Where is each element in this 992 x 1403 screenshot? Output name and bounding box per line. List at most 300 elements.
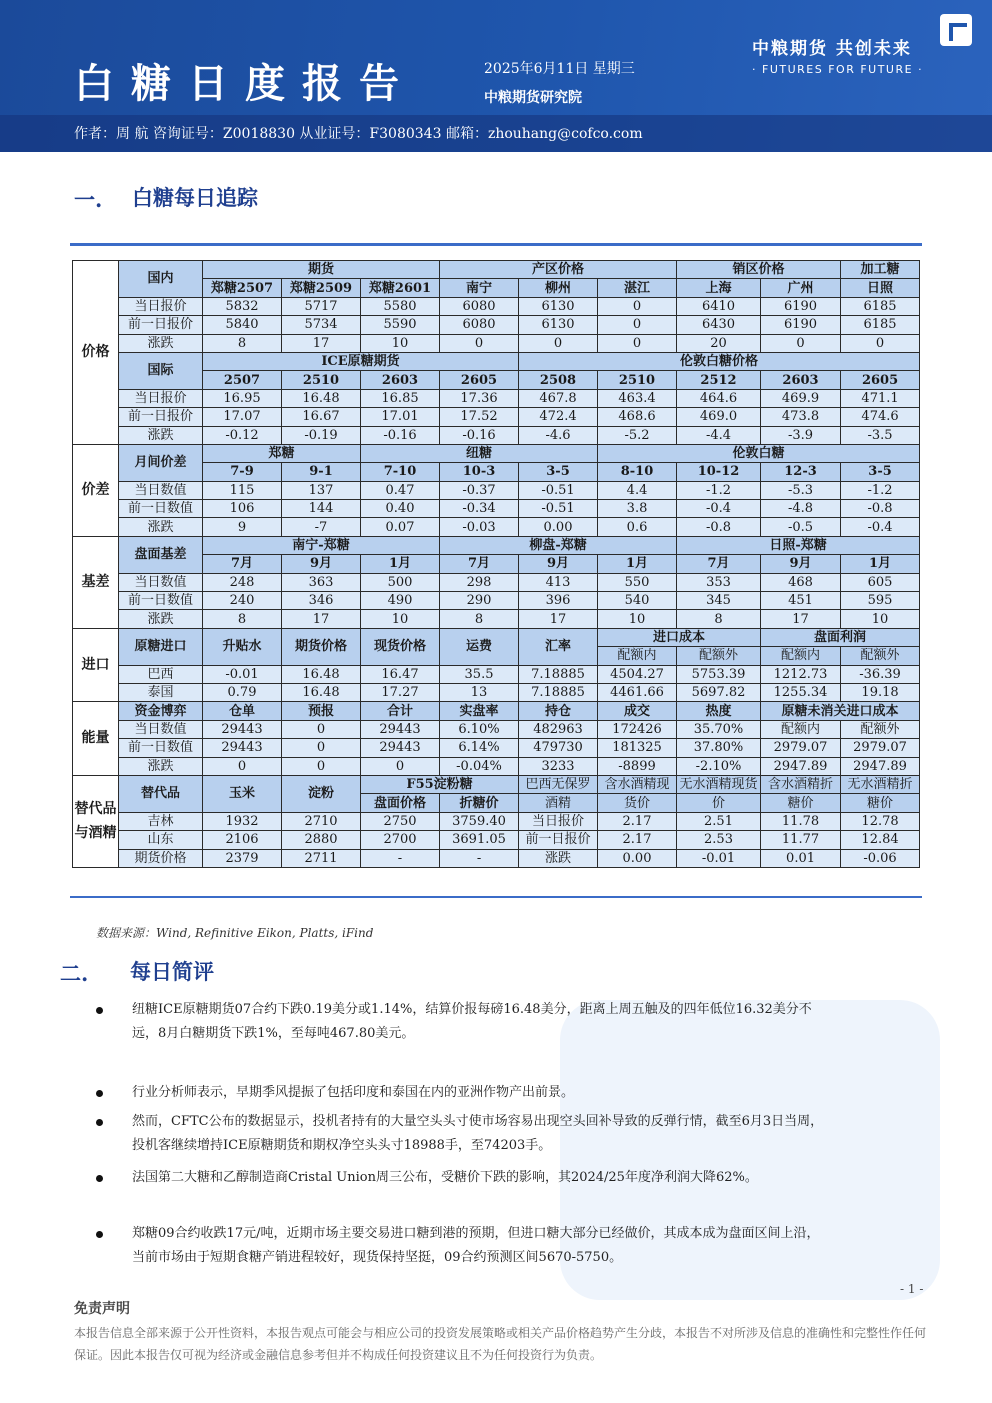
table-cell: 605 xyxy=(841,573,920,591)
table-row xyxy=(73,831,920,849)
table-cell: 5580 xyxy=(361,297,440,315)
col-header: 升贴水 xyxy=(203,628,282,665)
table-cell: 19.18 xyxy=(841,683,920,701)
table-cell: 5697.82 xyxy=(677,683,761,701)
col-header: 9月 xyxy=(282,555,361,573)
table-cell: 5753.39 xyxy=(677,665,761,683)
col-header-corn: 玉米 xyxy=(203,775,282,812)
table-cell: 13 xyxy=(440,683,519,701)
table-cell: 当日报价 xyxy=(519,812,598,830)
group-liuzhou-zz: 柳盘-郑糖 xyxy=(440,536,677,554)
table-cell: 16.47 xyxy=(361,665,440,683)
row-label: 当日报价 xyxy=(119,297,203,315)
col-header: 9月 xyxy=(761,555,841,573)
comment-line: 纽糖ICE原糖期货07合约下跌0.19美分或1.14%，结算价报每磅16.48美分，距离上周五触及的四年低位16.32美分不 xyxy=(132,1002,812,1017)
table-cell: 4461.66 xyxy=(598,683,677,701)
row-label: 涨跌 xyxy=(119,334,203,352)
table-cell: 363 xyxy=(282,573,361,591)
col-header: 7月 xyxy=(440,555,519,573)
row-label: 当日数值 xyxy=(119,573,203,591)
group-nanning-zz: 南宁-郑糖 xyxy=(203,536,440,554)
col-header: 折糖价 xyxy=(440,794,519,812)
row-label: 涨跌 xyxy=(119,426,203,444)
col-header: 7-9 xyxy=(203,463,282,481)
table-cell: -0.51 xyxy=(519,481,598,499)
col-header: 2510 xyxy=(282,371,361,389)
logo-cn-text: 中粮期货 共创未来 xyxy=(752,39,912,59)
row-label: 前一日报价 xyxy=(119,316,203,334)
row-label: 涨跌 xyxy=(119,757,203,775)
comment-line: 然而，CFTC公布的数据显示，投机者持有的大量空头头寸使市场容易出现空头回补导致的反弹行情，截至6月3日当周， xyxy=(132,1114,824,1129)
table-cell: 16.95 xyxy=(203,389,282,407)
col-header: 10-3 xyxy=(440,463,519,481)
table-row xyxy=(73,297,920,315)
table-cell: 0 xyxy=(598,297,677,315)
col-header: 上海 xyxy=(677,279,761,297)
table-cell: 2.51 xyxy=(677,812,761,830)
col-header: 2512 xyxy=(677,371,761,389)
table-cell: -0.01 xyxy=(203,665,282,683)
row-label: 当日数值 xyxy=(119,481,203,499)
group-futures: 期货 xyxy=(203,261,440,279)
col-header: 配额外 xyxy=(841,647,920,665)
table-cell: 10 xyxy=(841,610,920,628)
table-cell: 5590 xyxy=(361,316,440,334)
author-line: 作者：周 航 咨询证号：Z0018830 从业证号：F3080343 邮箱：zhouhang@cofco.com xyxy=(74,126,643,142)
table-cell: -0.34 xyxy=(440,500,519,518)
table-row xyxy=(73,592,920,610)
table-cell: -0.03 xyxy=(440,518,519,536)
table-cell: 5832 xyxy=(203,297,282,315)
table-cell: 0.00 xyxy=(519,518,598,536)
table-cell: 16.67 xyxy=(282,408,361,426)
table-cell: 2.53 xyxy=(677,831,761,849)
disclaimer-title: 免责声明 xyxy=(74,1301,130,1317)
col-header: 日照 xyxy=(841,279,920,297)
table-cell: 5840 xyxy=(203,316,282,334)
table-cell: 0.40 xyxy=(361,500,440,518)
table-cell: 16.48 xyxy=(282,665,361,683)
table-cell: -3.9 xyxy=(761,426,841,444)
table-row xyxy=(73,389,920,407)
group-london-white-sugar: 伦敦白糖价格 xyxy=(519,352,920,370)
row-label: 泰国 xyxy=(119,683,203,701)
table-cell: 0.47 xyxy=(361,481,440,499)
table-cell: -0.8 xyxy=(841,500,920,518)
section2-number: 二. xyxy=(60,961,89,986)
category-price: 价格 xyxy=(73,261,119,445)
table-cell: 6080 xyxy=(440,316,519,334)
table-cell: -0.16 xyxy=(361,426,440,444)
col-header: 12-3 xyxy=(761,463,841,481)
table-cell: 0.79 xyxy=(203,683,282,701)
table-cell: 472.4 xyxy=(519,408,598,426)
table-cell: -0.16 xyxy=(440,426,519,444)
table-cell: -7 xyxy=(282,518,361,536)
table-cell: 3691.05 xyxy=(440,831,519,849)
table-row xyxy=(73,500,920,518)
col-header: 汇率 xyxy=(519,628,598,665)
comment-line: 行业分析师表示，早期季风提振了包括印度和泰国在内的亚洲作物产出前景。 xyxy=(132,1085,575,1100)
col-header: 南宁 xyxy=(440,279,519,297)
table-cell: 595 xyxy=(841,592,920,610)
table-cell: 6130 xyxy=(519,297,598,315)
group-ice-raw-sugar: ICE原糖期货 xyxy=(203,352,519,370)
col-header: 配额内 xyxy=(761,647,841,665)
table-cell: -0.4 xyxy=(677,500,761,518)
table-cell: 16.48 xyxy=(282,683,361,701)
table-cell: -1.2 xyxy=(841,481,920,499)
table-cell: 2947.89 xyxy=(841,757,920,775)
comment-line: 当前市场由于短期食糖产销进程较好，现货保持坚挺，09合约预测区间5670-5750。 xyxy=(132,1250,623,1265)
table-row xyxy=(73,739,920,757)
col-header: 1月 xyxy=(598,555,677,573)
report-title: 白糖日度报告 xyxy=(74,61,416,107)
table-cell: - xyxy=(361,849,440,867)
table-cell: 29443 xyxy=(203,720,282,738)
tracking-table xyxy=(72,260,920,868)
table-cell: 2979.07 xyxy=(841,739,920,757)
report-header xyxy=(0,0,992,152)
table-cell: 0 xyxy=(440,334,519,352)
table-row xyxy=(73,481,920,499)
table-cell: -4.8 xyxy=(761,500,841,518)
col-header: 无水酒精折 xyxy=(841,775,920,793)
table-cell: 8 xyxy=(203,334,282,352)
table-row xyxy=(73,426,920,444)
bullet-icon xyxy=(96,1090,103,1097)
row-label: 山东 xyxy=(119,831,203,849)
table-cell: 413 xyxy=(519,573,598,591)
comment-item xyxy=(96,1110,936,1158)
table-cell: 2750 xyxy=(361,812,440,830)
table-cell: -0.37 xyxy=(440,481,519,499)
table-cell: 17.52 xyxy=(440,408,519,426)
table-cell: 17 xyxy=(282,334,361,352)
table-cell: -0.06 xyxy=(841,849,920,867)
table-cell: -0.19 xyxy=(282,426,361,444)
table-cell: 17 xyxy=(519,610,598,628)
col-header: 配额外 xyxy=(677,647,761,665)
table-cell: 20 xyxy=(677,334,761,352)
table-cell: 16.85 xyxy=(361,389,440,407)
comment-item xyxy=(96,1081,936,1105)
table-row xyxy=(73,518,920,536)
table-cell: 10 xyxy=(361,334,440,352)
col-header: 含水酒精现 xyxy=(598,775,677,793)
table-row xyxy=(73,408,920,426)
col-header: 2507 xyxy=(203,371,282,389)
col-header: 10-12 xyxy=(677,463,761,481)
table-cell: 17.01 xyxy=(361,408,440,426)
table-cell: 1212.73 xyxy=(761,665,841,683)
table-cell: 35.5 xyxy=(440,665,519,683)
table-cell: 前一日报价 xyxy=(519,831,598,849)
col-header: 广州 xyxy=(761,279,841,297)
col-header: 热度 xyxy=(677,702,761,720)
table-cell: 0 xyxy=(519,334,598,352)
group-processed-sugar: 加工糖 xyxy=(841,261,920,279)
table-cell: 5734 xyxy=(282,316,361,334)
row-header-fund: 资金博弈 xyxy=(119,702,203,720)
table-cell: 涨跌 xyxy=(519,849,598,867)
table-cell: 500 xyxy=(361,573,440,591)
table-row xyxy=(73,334,920,352)
section2-title: 每日简评 xyxy=(130,960,214,984)
table-cell: 0.01 xyxy=(761,849,841,867)
table-row xyxy=(73,316,920,334)
table-cell: 479730 xyxy=(519,739,598,757)
group-origin-price: 产区价格 xyxy=(440,261,677,279)
comment-line: 远，8月白糖期货下跌1%，至每吨467.80美元。 xyxy=(132,1026,415,1041)
table-cell: 29443 xyxy=(361,739,440,757)
col-header: 合计 xyxy=(361,702,440,720)
col-header: 糖价 xyxy=(841,794,920,812)
table-cell: 2106 xyxy=(203,831,282,849)
col-header: 期货价格 xyxy=(282,628,361,665)
table-cell: 11.78 xyxy=(761,812,841,830)
col-header: 价 xyxy=(677,794,761,812)
table-cell: 2710 xyxy=(282,812,361,830)
table-cell: 37.80% xyxy=(677,739,761,757)
row-label: 涨跌 xyxy=(119,610,203,628)
table-cell: 467.8 xyxy=(519,389,598,407)
table-cell: 345 xyxy=(677,592,761,610)
table-cell: 4.4 xyxy=(598,481,677,499)
table-cell: 473.8 xyxy=(761,408,841,426)
disclaimer-text: 本报告信息全部来源于公开性资料，本报告观点可能会与相应公司的投资发展策略或相关产品价格趋势产生分歧，本报告不对所涉及信息的准确性和完整性作任何保证。因此本报告仅可视为经济或金融信息参考但并不构成任何投资建议且不为任何投资行为负责。 xyxy=(74,1326,927,1362)
table-cell: 11.77 xyxy=(761,831,841,849)
row-label: 巴西 xyxy=(119,665,203,683)
table-cell: 540 xyxy=(598,592,677,610)
category-import: 进口 xyxy=(73,628,119,702)
table-cell: 3233 xyxy=(519,757,598,775)
table-cell: 468.6 xyxy=(598,408,677,426)
row-label: 前一日数值 xyxy=(119,500,203,518)
table-bottom-rule xyxy=(70,896,922,898)
col-header: 7月 xyxy=(203,555,282,573)
table-row xyxy=(73,812,920,830)
col-header: 9-1 xyxy=(282,463,361,481)
col-header: 9月 xyxy=(519,555,598,573)
table-cell: 6080 xyxy=(440,297,519,315)
col-header: 2510 xyxy=(598,371,677,389)
table-cell: 6130 xyxy=(519,316,598,334)
table-cell: 35.70% xyxy=(677,720,761,738)
table-cell: 6410 xyxy=(677,297,761,315)
table-cell: 2379 xyxy=(203,849,282,867)
col-header: 郑糖2507 xyxy=(203,279,282,297)
table-cell: 3.8 xyxy=(598,500,677,518)
table-cell: 10 xyxy=(598,610,677,628)
table-cell: 137 xyxy=(282,481,361,499)
table-cell: 17.36 xyxy=(440,389,519,407)
group-sales-price: 销区价格 xyxy=(677,261,841,279)
group-london-sugar: 伦敦白糖 xyxy=(598,444,920,462)
table-cell: 17 xyxy=(282,610,361,628)
col-header: 2603 xyxy=(761,371,841,389)
table-cell: 6430 xyxy=(677,316,761,334)
table-cell: 0.00 xyxy=(598,849,677,867)
row-label: 涨跌 xyxy=(119,518,203,536)
group-zz-sugar: 郑糖 xyxy=(203,444,361,462)
table-cell: 464.6 xyxy=(677,389,761,407)
comment-item xyxy=(96,1166,936,1190)
table-cell: 290 xyxy=(440,592,519,610)
col-header: 预报 xyxy=(282,702,361,720)
table-cell: 6190 xyxy=(761,297,841,315)
table-cell: 6185 xyxy=(841,297,920,315)
table-cell: 配额内 xyxy=(761,720,841,738)
col-header: 7月 xyxy=(677,555,761,573)
section1-rule xyxy=(70,243,922,246)
table-row xyxy=(73,573,920,591)
table-row xyxy=(73,849,920,867)
table-cell: 0 xyxy=(598,316,677,334)
col-header: 1月 xyxy=(361,555,440,573)
table-cell: -36.39 xyxy=(841,665,920,683)
table-cell: 6190 xyxy=(761,316,841,334)
table-cell: 5717 xyxy=(282,297,361,315)
group-import-cost: 进口成本 xyxy=(598,628,761,646)
row-label: 吉林 xyxy=(119,812,203,830)
col-header: 2508 xyxy=(519,371,598,389)
table-cell: 2.17 xyxy=(598,831,677,849)
table-cell: 2979.07 xyxy=(761,739,841,757)
table-cell: -5.3 xyxy=(761,481,841,499)
col-header-alcohol: 酒精 xyxy=(519,794,598,812)
row-header-basis: 盘面基差 xyxy=(119,536,203,573)
row-label: 前一日数值 xyxy=(119,592,203,610)
table-cell: -3.5 xyxy=(841,426,920,444)
table-cell: 172426 xyxy=(598,720,677,738)
table-cell: -1.2 xyxy=(677,481,761,499)
table-cell: 353 xyxy=(677,573,761,591)
table-row xyxy=(73,665,920,683)
table-cell: 0.6 xyxy=(598,518,677,536)
table-cell: 2880 xyxy=(282,831,361,849)
table-cell: 482963 xyxy=(519,720,598,738)
section1-title: 白糖每日追踪 xyxy=(132,186,258,210)
bullet-icon xyxy=(96,1231,103,1238)
row-header-international: 国际 xyxy=(119,352,203,389)
row-header-monthly-spread: 月间价差 xyxy=(119,444,203,481)
col-header: 郑糖2601 xyxy=(361,279,440,297)
col-header: 仓单 xyxy=(203,702,282,720)
table-cell: 0.07 xyxy=(361,518,440,536)
row-label: 当日数值 xyxy=(119,720,203,738)
col-header: 湛江 xyxy=(598,279,677,297)
table-row xyxy=(73,757,920,775)
logo-icon xyxy=(940,14,972,46)
table-cell: 0 xyxy=(598,334,677,352)
col-header: 配额内 xyxy=(598,647,677,665)
col-header: 糖价 xyxy=(761,794,841,812)
table-cell: 1932 xyxy=(203,812,282,830)
table-cell: 346 xyxy=(282,592,361,610)
row-label: 当日报价 xyxy=(119,389,203,407)
group-rizhao-zz: 日照-郑糖 xyxy=(677,536,920,554)
category-basis: 基差 xyxy=(73,536,119,628)
comment-line: 法国第二大糖和乙醇制造商Cristal Union周三公布，受糖价下跌的影响，其2024/25年度净利润大降62%。 xyxy=(132,1170,758,1185)
table-cell: 468 xyxy=(761,573,841,591)
table-cell: 0 xyxy=(203,757,282,775)
table-cell: 396 xyxy=(519,592,598,610)
table-cell: 6.14% xyxy=(440,739,519,757)
bullet-icon xyxy=(96,1119,103,1126)
comment-item xyxy=(96,998,936,1046)
table-cell: 451 xyxy=(761,592,841,610)
row-header-domestic: 国内 xyxy=(119,261,203,298)
col-header: 郑糖2509 xyxy=(282,279,361,297)
group-f55: F55淀粉糖 xyxy=(361,775,519,793)
table-cell: 463.4 xyxy=(598,389,677,407)
table-row xyxy=(73,720,920,738)
table-cell: 0 xyxy=(282,739,361,757)
table-cell: -0.51 xyxy=(519,500,598,518)
group-futures-profit: 盘面利润 xyxy=(761,628,920,646)
table-cell: 0 xyxy=(841,334,920,352)
table-cell: 17 xyxy=(761,610,841,628)
table-cell: - xyxy=(440,849,519,867)
comment-item xyxy=(96,1222,936,1270)
table-cell: 240 xyxy=(203,592,282,610)
table-cell: 550 xyxy=(598,573,677,591)
table-cell: -4.4 xyxy=(677,426,761,444)
table-cell: -0.4 xyxy=(841,518,920,536)
table-cell: 配额外 xyxy=(841,720,920,738)
col-header-starch: 淀粉 xyxy=(282,775,361,812)
col-header: 持仓 xyxy=(519,702,598,720)
table-cell: 8 xyxy=(440,610,519,628)
table-cell: 17.07 xyxy=(203,408,282,426)
col-header: 7-10 xyxy=(361,463,440,481)
table-cell: 6.10% xyxy=(440,720,519,738)
table-cell: 0 xyxy=(282,757,361,775)
table-cell: 8 xyxy=(203,610,282,628)
table-cell: -0.04% xyxy=(440,757,519,775)
comment-line: 郑糖09合约收跌17元/吨，近期市场主要交易进口糖到港的预期，但进口糖大部分已经做价，其成本成为盘面区间上沿， xyxy=(132,1226,820,1241)
col-header: 实盘率 xyxy=(440,702,519,720)
row-header-raw-import: 原糖进口 xyxy=(119,628,203,665)
col-header: 3-5 xyxy=(841,463,920,481)
table-cell: -4.6 xyxy=(519,426,598,444)
table-cell: 298 xyxy=(440,573,519,591)
table-cell: 469.9 xyxy=(761,389,841,407)
table-cell: 6185 xyxy=(841,316,920,334)
report-date: 2025年6月11日 星期三 xyxy=(484,61,635,77)
table-cell: -8899 xyxy=(598,757,677,775)
row-label: 前一日报价 xyxy=(119,408,203,426)
table-cell: 8 xyxy=(677,610,761,628)
group-raw-cost: 原糖未消关进口成本 xyxy=(761,702,920,720)
col-header: 运费 xyxy=(440,628,519,665)
table-cell: 0 xyxy=(761,334,841,352)
bullet-icon xyxy=(96,1007,103,1014)
table-cell: -0.8 xyxy=(677,518,761,536)
col-header: 柳州 xyxy=(519,279,598,297)
table-cell: 7.18885 xyxy=(519,665,598,683)
table-cell: 1255.34 xyxy=(761,683,841,701)
table-cell: 469.0 xyxy=(677,408,761,426)
table-cell: 2711 xyxy=(282,849,361,867)
table-cell: 0 xyxy=(361,757,440,775)
col-header: 8-10 xyxy=(598,463,677,481)
col-header: 无水酒精现货 xyxy=(677,775,761,793)
table-cell: -5.2 xyxy=(598,426,677,444)
table-cell: 490 xyxy=(361,592,440,610)
col-header-brazil: 巴西无保罗 xyxy=(519,775,598,793)
